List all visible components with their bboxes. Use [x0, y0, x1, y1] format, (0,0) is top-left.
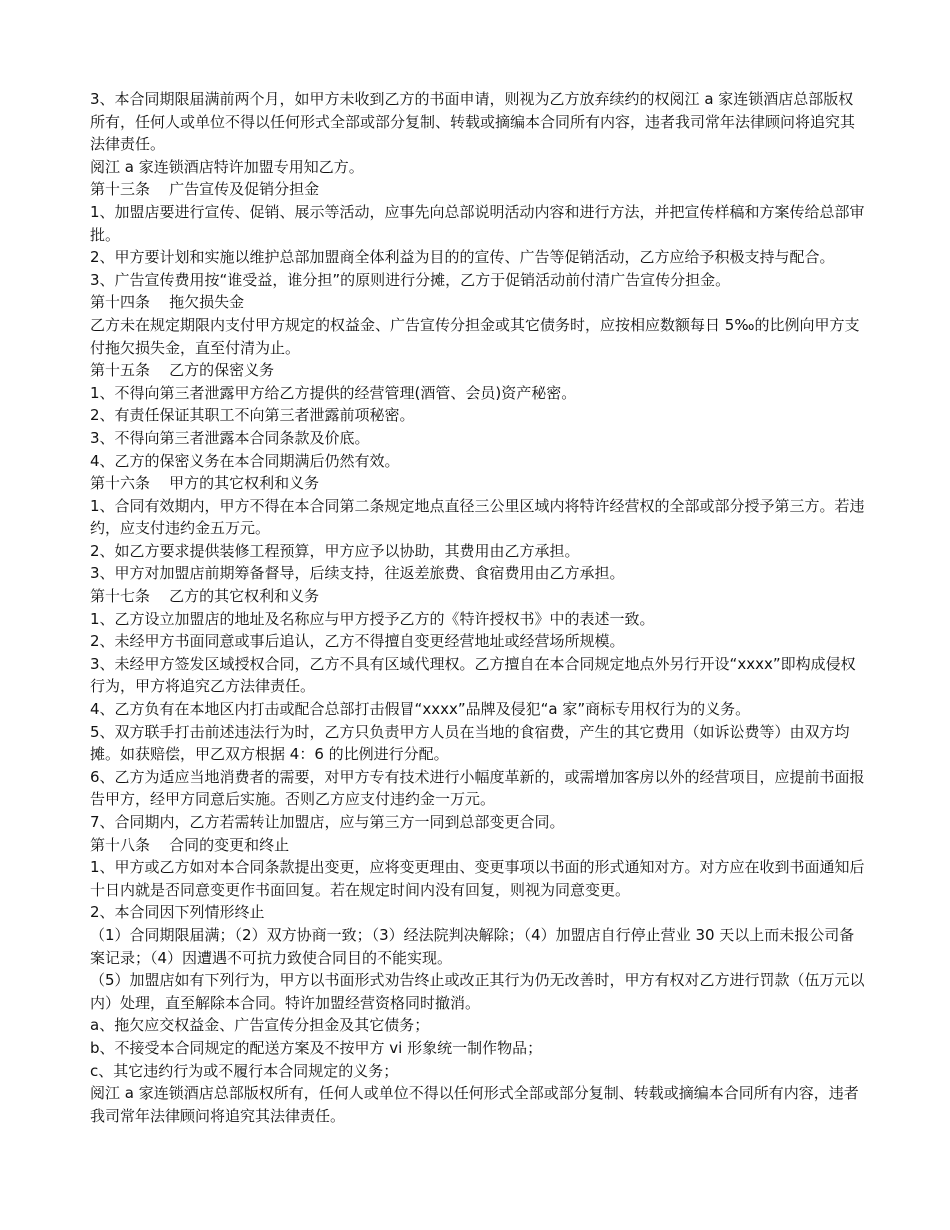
paragraph-article-17-5: 5、双方联手打击前述违法行为时，乙方只负责甲方人员在当地的食宿费，产生的其它费用（如诉讼费等）由双方均摊。如获赔偿，甲乙双方根据 4：6 的比例进行分配。 [90, 722, 850, 764]
heading-article-16: 第十六条 甲方的其它权利和义务 [90, 474, 320, 493]
heading-article-18: 第十八条 合同的变更和终止 [90, 835, 290, 854]
paragraph-termination-conditions: （1）合同期限届满；（2）双方协商一致；（3）经法院判决解除；（4）加盟店自行停止营业 30 天以上而未报公司备案记录；（4）因遭遇不可抗力致使合同目的不能实现。 [90, 925, 855, 967]
paragraph-article-17-2: 2、未经甲方书面同意或事后追认，乙方不得擅自变更经营地址或经营场所规模。 [90, 632, 625, 651]
paragraph-article-15-2: 2、有责任保证其职工不向第三者泄露前项秘密。 [90, 406, 415, 425]
paragraph-franchise-notice: 阅江 a 家连锁酒店特许加盟专用知乙方。 [90, 157, 364, 176]
paragraph-article-13-3: 3、广告宣传费用按“谁受益，谁分担”的原则进行分摊，乙方于促销活动前付清广告宣传分担金。 [90, 270, 731, 289]
list-item-c: c、其它违约行为或不履行本合同规定的义务； [90, 1061, 399, 1080]
paragraph-article-13-1: 1、加盟店要进行宣传、促销、展示等活动，应事先向总部说明活动内容和进行方法，并把宣传样稿和方案传给总部审批。 [90, 202, 865, 244]
list-item-b: b、不接受本合同规定的配送方案及不按甲方 vi 形象统一制作物品； [90, 1038, 543, 1057]
paragraph-article-13-2: 2、甲方要计划和实施以维护总部加盟商全体利益为目的的宣传、广告等促销活动，乙方应给予积极支持与配合。 [90, 248, 835, 267]
heading-article-14: 第十四条 拖欠损失金 [90, 293, 245, 312]
paragraph-article-15-3: 3、不得向第三者泄露本合同条款及价底。 [90, 428, 370, 447]
paragraph-article-16-1: 1、合同有效期内，甲方不得在本合同第二条规定地点直径三公里区域内将特许经营权的全部或部分授予第三方。若违约，应支付违约金五万元。 [90, 496, 865, 538]
paragraph-article-14: 乙方未在规定期限内支付甲方规定的权益金、广告宣传分担金或其它债务时，应按相应数额每日 5‰的比例向甲方支付拖欠损失金，直至付清为止。 [90, 315, 860, 357]
document-page [90, 88, 865, 1127]
paragraph-copyright-notice: 阅江 a 家连锁酒店总部版权所有，任何人或单位不得以任何形式全部或部分复制、转载或摘编本合同所有内容，违者我司常年法律顾问将追究其法律责任。 [90, 1084, 859, 1125]
heading-article-15: 第十五条 乙方的保密义务 [90, 361, 275, 380]
paragraph-article-17-3: 3、未经甲方签发区域授权合同，乙方不具有区域代理权。乙方擅自在本合同规定地点外另行开设“xxxx”即构成侵权行为，甲方将追究乙方法律责任。 [90, 654, 856, 696]
paragraph-termination-5: （5）加盟店如有下列行为，甲方以书面形式劝告终止或改正其行为仍无改善时，甲方有权对乙方进行罚款（伍万元以内）处理，直至解除本合同。特许加盟经营资格同时撤消。 [90, 971, 865, 1012]
paragraph-article-17-7: 7、合同期内，乙方若需转让加盟店，应与第三方一同到总部变更合同。 [90, 813, 565, 831]
paragraph-clause-12-3: 3、本合同期限届满前两个月，如甲方未收到乙方的书面申请，则视为乙方放弃续约的权阅江 a 家连锁酒店总部版权所有，任何人或单位不得以任何形式全部或部分复制、转载或摘编本合同所有内容，违者我司常年法律顾问将追究其法律责任。 [90, 90, 856, 154]
paragraph-article-16-3: 3、甲方对加盟店前期筹备督导，后续支持，往返差旅费、食宿费用由乙方承担。 [90, 564, 625, 583]
paragraph-article-15-4: 4、乙方的保密义务在本合同期满后仍然有效。 [90, 451, 400, 470]
heading-article-17: 第十七条 乙方的其它权利和义务 [90, 587, 320, 606]
paragraph-article-18-2: 2、本合同因下列情形终止 [90, 903, 265, 922]
paragraph-article-17-1: 1、乙方设立加盟店的地址及名称应与甲方授予乙方的《特许授权书》中的表述一致。 [90, 609, 655, 628]
paragraph-article-16-2: 2、如乙方要求提供装修工程预算，甲方应予以协助，其费用由乙方承担。 [90, 541, 580, 560]
paragraph-article-15-1: 1、不得向第三者泄露甲方给乙方提供的经营管理(酒管、会员)资产秘密。 [90, 383, 577, 402]
heading-article-13: 第十三条 广告宣传及促销分担金 [90, 180, 320, 199]
list-item-a: a、拖欠应交权益金、广告宣传分担金及其它债务； [90, 1016, 430, 1035]
paragraph-article-17-4: 4、乙方负有在本地区内打击或配合总部打击假冒“xxxx”品牌及侵犯“a 家”商标专用权行为的义务。 [90, 700, 751, 719]
paragraph-article-18-1: 1、甲方或乙方如对本合同条款提出变更，应将变更理由、变更事项以书面的形式通知对方。对方应在收到书面通知后十日内就是否同意变更作书面回复。若在规定时间内没有回复，则视为同意变更。 [90, 858, 865, 899]
paragraph-article-17-6: 6、乙方为适应当地消费者的需要，对甲方专有技术进行小幅度革新的，或需增加客房以外的经营项目，应提前书面报告甲方，经甲方同意后实施。否则乙方应支付违约金一万元。 [90, 767, 865, 809]
